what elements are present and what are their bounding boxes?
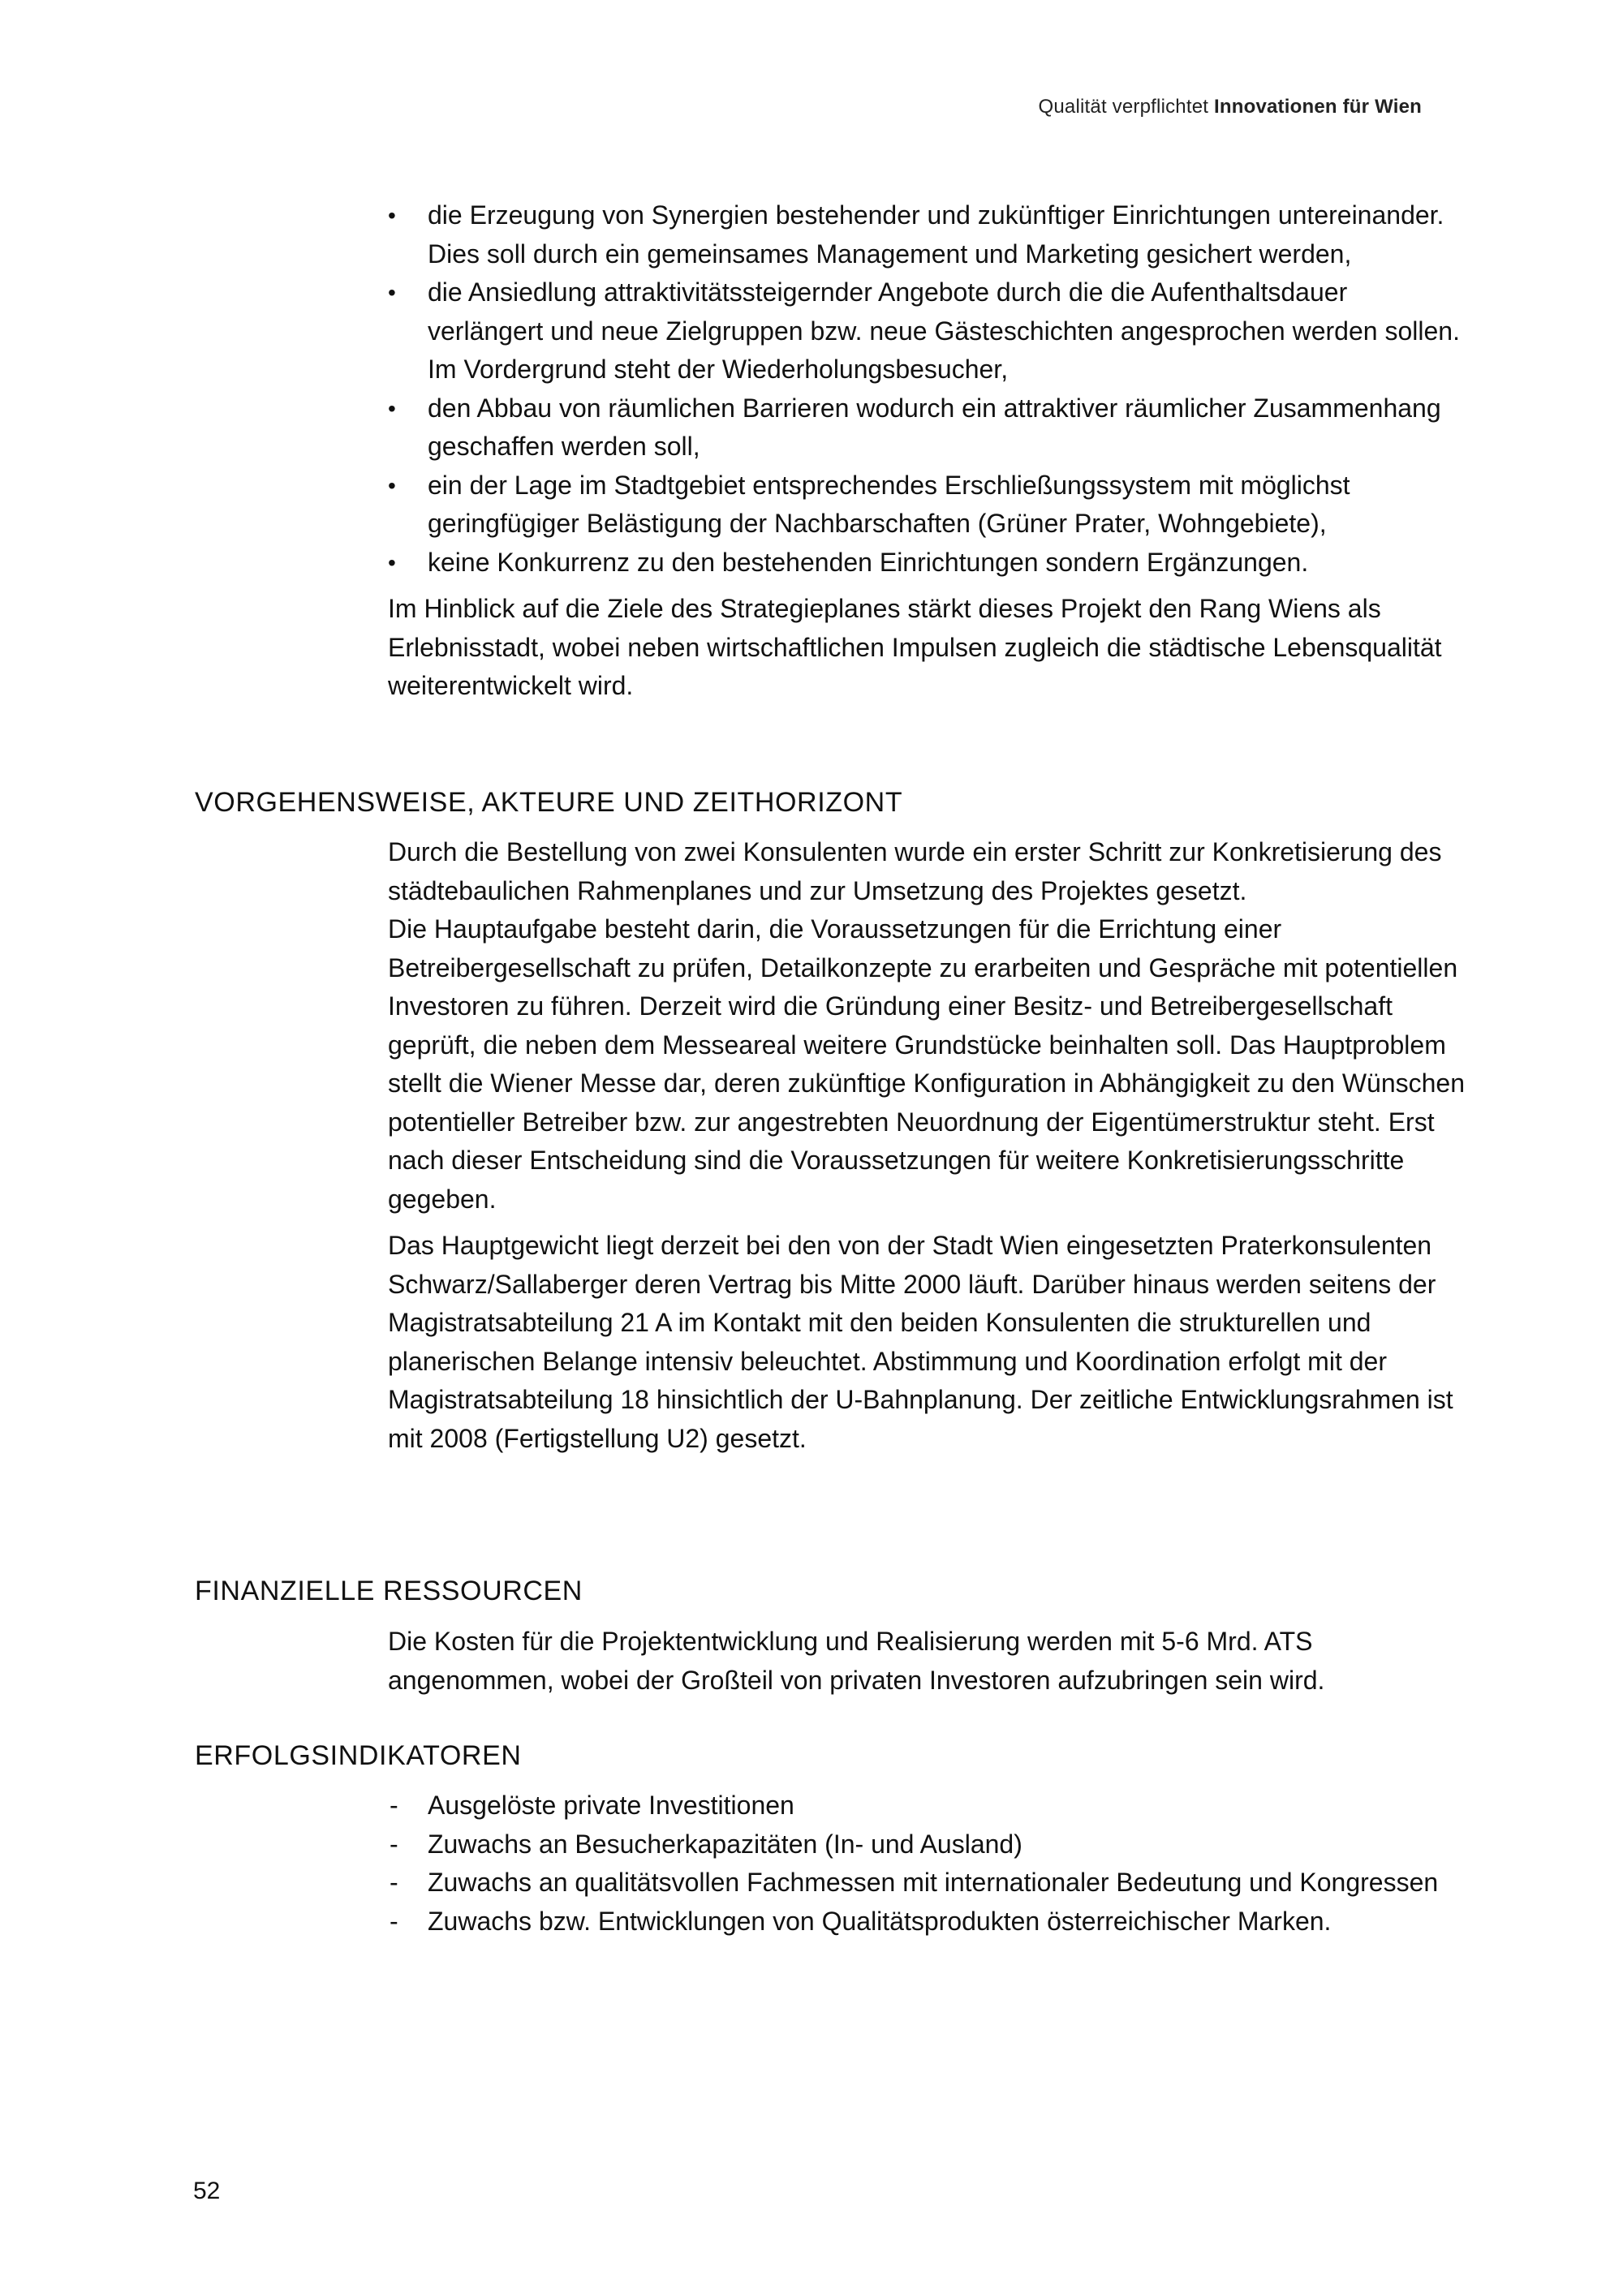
list-item: • ein der Lage im Stadtgebiet entsprechendes Erschließungssystem mit möglichst geringfügiger Belästigung der Nachbarschaften (Grüner Prater, Wohngebiete),: [388, 467, 1467, 544]
indicator-list: [388, 1786, 1467, 1941]
list-item: - Zuwachs an Besucherkapazitäten (In- und Ausland): [388, 1825, 1467, 1864]
paragraph: Durch die Bestellung von zwei Konsulenten wurde ein erster Schritt zur Konkretisierung des städtebaulichen Rahmenplanes und zur Umsetzung des Projektes gesetzt.: [388, 837, 1442, 905]
list-item: • den Abbau von räumlichen Barrieren wodurch ein attraktiver räumlicher Zusammenhang geschaffen werden soll,: [388, 389, 1467, 467]
header-prefix: Qualität verpflichtet: [1038, 96, 1209, 118]
list-item: - Zuwachs an qualitätsvollen Fachmessen mit internationaler Bedeutung und Kongressen: [388, 1864, 1467, 1903]
paragraph: Die Kosten für die Projektentwicklung und Realisierung werden mit 5-6 Mrd. ATS angenommen, wobei der Großteil von privaten Investoren aufzubringen sein wird.: [388, 1627, 1325, 1695]
section-heading-vorgehensweise: VORGEHENSWEISE, AKTEURE UND ZEITHORIZONT: [195, 787, 903, 818]
paragraph: Das Hauptgewicht liegt derzeit bei den von der Stadt Wien eingesetzten Praterkonsulenten Schwarz/Sallaberger deren Vertrag bis Mitte 2000 läuft. Darüber hinaus werden seitens der Magistratsabteilung 21 A im Kontakt mit den beiden Konsulenten die strukturellen und planerischen Belange intensiv beleuchtet. Abstimmung und Koordination erfolgt mit der Magistratsabteilung 18 hinsichtlich der U-Bahnplanung. Der zeitliche Entwicklungsrahmen ist mit 2008 (Fertigstellung U2) gesetzt.: [388, 1231, 1453, 1453]
intro-paragraph: Im Hinblick auf die Ziele des Strategieplanes stärkt dieses Projekt den Rang Wiens als Erlebnisstadt, wobei neben wirtschaftlichen Impulsen zugleich die städtische Lebensqualität weiterentwickelt wird.: [388, 594, 1442, 700]
intro-bullet-list: [388, 196, 1467, 582]
list-item: • die Ansiedlung attraktivitätssteigernder Angebote durch die die Aufenthaltsdauer verlängert und neue Zielgruppen bzw. neue Gästeschichten angesprochen werden sollen. Im Vordergrund steht der Wiederholungsbesucher,: [388, 273, 1467, 389]
section-body-vorgehensweise: [388, 833, 1467, 1458]
header-title: Innovationen für Wien: [1214, 96, 1422, 118]
section-body-finanzielle: [388, 1623, 1467, 1700]
section-heading-finanzielle: FINANZIELLE RESSOURCEN: [195, 1576, 583, 1606]
list-item: - Zuwachs bzw. Entwicklungen von Qualitätsprodukten österreichischer Marken.: [388, 1903, 1467, 1941]
section-heading-erfolgsindikatoren: ERFOLGSINDIKATOREN: [195, 1740, 522, 1771]
list-item: • keine Konkurrenz zu den bestehenden Einrichtungen sondern Ergänzungen.: [388, 544, 1467, 583]
running-header: [1039, 96, 1423, 118]
intro-section: [388, 196, 1467, 706]
list-item: - Ausgelöste private Investitionen: [388, 1786, 1467, 1825]
section-body-erfolgsindikatoren: [388, 1786, 1467, 1941]
list-item: • die Erzeugung von Synergien bestehender und zukünftiger Einrichtungen untereinander. Dies soll durch ein gemeinsames Management und Marketing gesichert werden,: [388, 196, 1467, 273]
paragraph: Die Hauptaufgabe besteht darin, die Voraussetzungen für die Errichtung einer Betreibergesellschaft zu prüfen, Detailkonzepte zu erarbeiten und Gespräche mit potentiellen Investoren zu führen. Derzeit wird die Gründung einer Besitz- und Betreibergesellschaft geprüft, die neben dem Messeareal weitere Grundstücke beinhalten soll. Das Hauptproblem stellt die Wiener Messe dar, deren zukünftige Konfiguration in Abhängigkeit zu den Wünschen potentieller Betreiber bzw. zur angestrebten Neuordnung der Eigentümerstruktur steht. Erst nach dieser Entscheidung sind die Voraussetzungen für weitere Konkretisierungsschritte gegeben.: [388, 914, 1466, 1214]
page-number: 52: [193, 2178, 221, 2204]
